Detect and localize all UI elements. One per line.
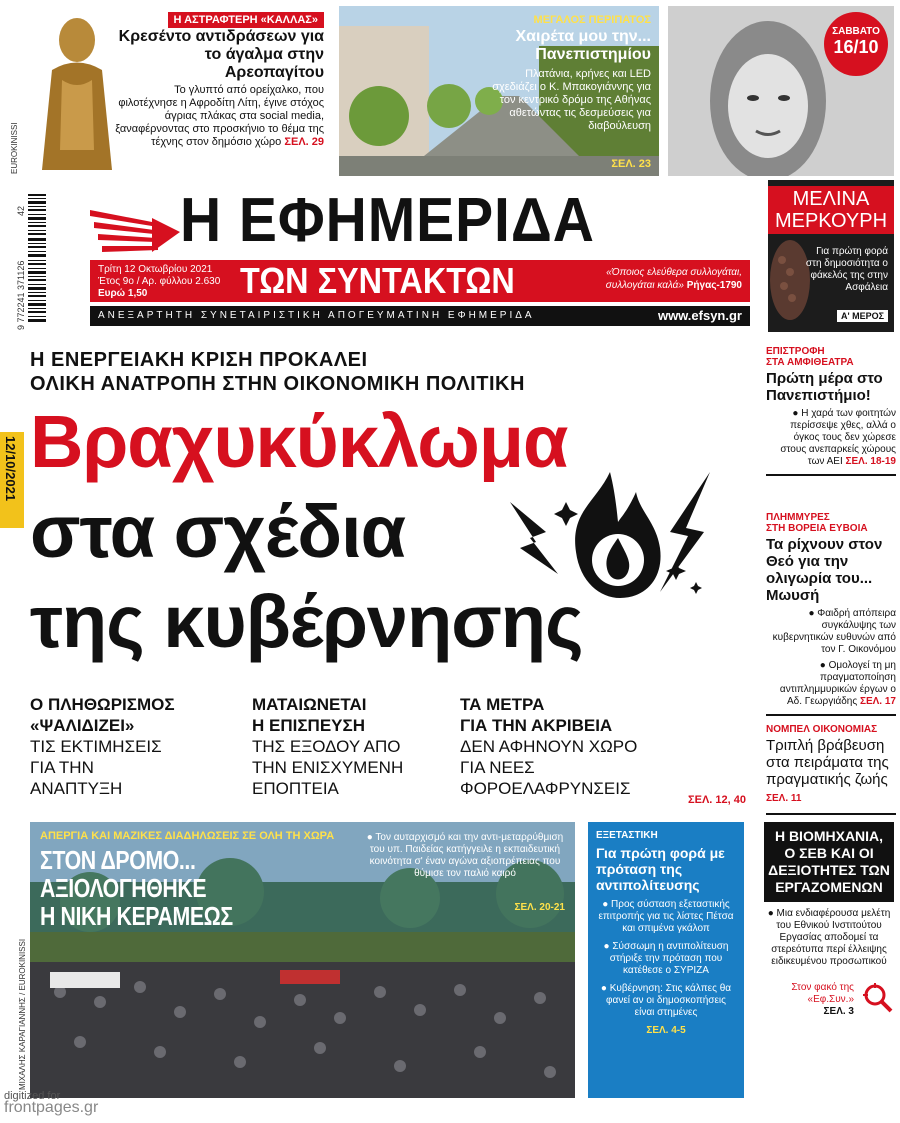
divider — [766, 474, 896, 476]
magnifier-icon — [862, 982, 894, 1014]
panepistimiou-body: Πλατάνια, κρήνες και LED σχεδιάζει ο Κ. Μπακογιάννης για τον κεντρικό δρόμο της Αθήνας αθετώντας τις δεσμεύσεις για διαβούλευση — [492, 68, 651, 132]
divider — [766, 714, 896, 716]
digitized-credit: digitized for frontpages.gr — [4, 1090, 99, 1116]
top-story-panepistimiou[interactable] — [339, 6, 659, 176]
melina-name: ΜΕΛΙΝΑ ΜΕΡΚΟΥΡΗ — [768, 186, 894, 234]
next-date-day: ΣΑΒΒΑΤΟ — [832, 26, 880, 37]
top-story-statue[interactable] — [22, 6, 330, 176]
newspaper-subtitle: ΤΩΝ ΣΥΝΤΑΚΤΩΝ — [240, 260, 515, 301]
date-side-text: 12/10/2021 — [3, 436, 18, 502]
main-sub-supervision: ΜΑΤΑΙΩΝΕΤΑΙ Η ΕΠΙΣΠΕΥΣΗ ΤΗΣ ΕΞΟΔΟΥ ΑΠΟ ΤΗΝ ΕΝΙΣΧΥΜΕΝΗ ΕΠΟΠΤΕΙΑ — [252, 695, 404, 798]
nobel-page: ΣΕΛ. 11 — [766, 793, 802, 804]
exet-page: ΣΕΛ. 4-5 — [646, 1025, 686, 1036]
story-nobel[interactable]: ΝΟΜΠΕΛ ΟΙΚΟΝΟΜΙΑΣ Τριπλή βράβευση στα πειράματα της πραγματικής ζωής ΣΕΛ. 11 — [766, 724, 896, 815]
main-headline-line3: της κυβέρνησης — [30, 580, 583, 663]
panepistimiou-page: ΣΕΛ. 23 — [611, 158, 651, 170]
evia-page: ΣΕΛ. 17 — [859, 696, 896, 707]
masthead-red-band — [90, 260, 750, 302]
main-page-ref: ΣΕΛ. 12, 40 — [688, 794, 746, 806]
top-portrait[interactable] — [668, 6, 894, 176]
issue-info — [98, 264, 220, 300]
exet-bullet-1: ● Προς σύσταση εξεταστικής επιτροπής για τις λίστες Πέτσα και σπιμένα γκάλοπ — [598, 899, 734, 934]
strike-body: ● Τον αυταρχισμό και την αντι-μεταρρύθμιση του υπ. Παιδείας κατήγγειλε η εκπαιδευτική κοινότητα σ' έναν αγώνα αξιοπρέπειας που θύμισε τον παλιό καιρό — [366, 832, 564, 879]
tagline-bar — [90, 306, 750, 326]
main-headline-red: Βραχυκύκλωμα — [30, 400, 568, 483]
issue-number: Έτος 9ο / Αρ. φύλλου 2.630 — [98, 276, 221, 287]
exet-kicker: ΕΞΕΤΑΣΤΙΚΗ — [596, 830, 658, 841]
barcode-issue: 42 — [16, 205, 26, 216]
next-date-num: 16/10 — [833, 37, 879, 57]
statue-kicker: Η ΑΣΤΡΑΦΤΕΡΗ «ΚΑΛΛΑΣ» — [168, 12, 325, 28]
panepistimiou-kicker: ΜΕΓΑΛΟΣ ΠΕΡΙΠΑΤΟΣ — [533, 14, 651, 26]
strike-photo-credit: ΜΙΧΑΛΗΣ ΚΑΡΑΓΙΑΝΝΗΣ / EUROKINISSI — [18, 938, 27, 1090]
industry-headline: Η ΒΙΟΜΗΧΑΝΙΑ, Ο ΣΕΒ ΚΑΙ ΟΙ ΔΕΞΙΟΤΗΤΕΣ ΤΩΝ ΕΡΓΑΖΟΜΕΝΩΝ — [764, 822, 894, 902]
main-sub-inflation: Ο ΠΛΗΘΩΡΙΣΜΟΣ «ΨΑΛΙΔΙΖΕΙ» ΤΙΣ ΕΚΤΙΜΗΣΕΙΣ ΓΙΑ ΤΗΝ ΑΝΑΠΤΥΞΗ — [30, 695, 175, 798]
statue-body: Το γλυπτό από ορείχαλκο, που φιλοτέχνησε η Αφροδίτη Λίτη, έγινε στόχος άγριας πλάκας στα social media, ξαναφέρνοντας στο προσκήνιο το θέμα της τέχνης στον δημόσιο χώρο ΣΕΛ. 29 — [115, 84, 324, 148]
exet-headline: Για πρώτη φορά με πρόταση της αντιπολίτευσης — [596, 845, 725, 893]
industry-foot: Στον φακό της «Εφ.Συν.» ΣΕΛ. 3 — [764, 982, 894, 1018]
story-evia-floods[interactable]: ΠΛΗΜΜΥΡΕΣ ΣΤΗ ΒΟΡΕΙΑ ΕΥΒΟΙΑ Τα ρίχνουν στον Θεό για την ολιγωρία του... Μωυσή ● Φαιδρή απόπειρα συγκάλυψης των κυβερνητικών ευθυνών από τον Γ. Οικονόμου ● Ομολογεί τη μη πραγματοποίηση αντιπλημμυρικών έργων ο Αδ. Γεωργιάδης ΣΕΛ. 17 — [766, 512, 896, 716]
industry-page: ΣΕΛ. 3 — [823, 1006, 854, 1017]
statue-page: ΣΕΛ. 29 — [284, 136, 324, 148]
strike-headline: ΣΤΟΝ ΔΡΟΜΟ... ΑΞΙΟΛΟΓΗΘΗΚΕ Η ΝΙΚΗ ΚΕΡΑΜΕΩΣ — [40, 845, 233, 931]
issue-price: Ευρώ 1,50 — [98, 288, 148, 299]
melina-feature[interactable] — [768, 180, 894, 332]
exet-bullet-3: ● Κυβέρνηση: Στις κάλπες θα φανεί αν οι δημοσκοπήσεις είναι στημένες — [600, 983, 732, 1018]
quote-author: Ρήγας-1790 — [686, 280, 742, 291]
digitized-site[interactable]: frontpages.gr — [4, 1099, 99, 1116]
story-exetastiki[interactable] — [588, 822, 744, 1098]
main-headline-line2: στα σχέδια — [30, 490, 406, 573]
exet-bullet-2: ● Σύσσωμη η αντιπολίτευση στήριξε την πρόταση που κατέθεσε ο ΣΥΡΙΖΑ — [603, 941, 729, 976]
website-link[interactable]: www.efsyn.gr — [657, 308, 742, 323]
next-date-badge — [824, 12, 888, 76]
lightning-fire-icon — [500, 462, 720, 622]
story-strike[interactable] — [30, 822, 575, 1098]
story-industry[interactable] — [764, 822, 894, 1098]
statue-headline: Κρεσέντο αντιδράσεων για το άγαλμα στην Αρεοπαγίτου — [118, 28, 324, 81]
masthead-quote: «Όποιος ελεύθερα συλλογάται, συλλογάται καλά» Ρήγας-1790 — [605, 267, 742, 291]
main-kicker: Η ΕΝΕΡΓΕΙΑΚΗ ΚΡΙΣΗ ΠΡΟΚΑΛΕΙ ΟΛΙΚΗ ΑΝΑΤΡΟΠΗ ΣΤΗΝ ΟΙΚΟΝΟΜΙΚΗ ΠΟΛΙΤΙΚΗ — [30, 349, 525, 395]
date-side-tab — [0, 432, 24, 528]
statue-photo — [22, 10, 122, 170]
strike-page: ΣΕΛ. 20-21 — [514, 902, 565, 913]
melina-part: Α' ΜΕΡΟΣ — [837, 310, 888, 322]
top-photo-credit: EUROKINISSI — [10, 122, 19, 174]
newspaper-title: Η ΕΦΗΜΕΡΙΔΑ — [180, 186, 595, 255]
main-sub-measures: ΤΑ ΜΕΤΡΑ ΓΙΑ ΤΗΝ ΑΚΡΙΒΕΙΑ ΔΕΝ ΑΦΗΝΟΥΝ ΧΩΡΟ ΓΙΑ ΝΕΕΣ ΦΟΡΟΕΛΑΦΡΥΝΣΕΙΣ — [460, 695, 638, 798]
panepistimiou-headline: Χαιρέτα μου την... Πανεπιστημίου — [515, 28, 651, 63]
barcode-number: 9 772241 371126 — [16, 260, 26, 330]
divider — [766, 813, 896, 815]
issue-date: Τρίτη 12 Οκτωβρίου 2021 — [98, 264, 213, 275]
barcode — [22, 190, 52, 330]
story-university-return[interactable]: ΕΠΙΣΤΡΟΦΗ ΣΤΑ ΑΜΦΙΘΕΑΤΡΑ Πρώτη μέρα στο Πανεπιστήμιο! ● Η χαρά των φοιτητών περίσσεψε χθες, αλλά ο όγκος τους δεν χώρεσε στους ανεπαρκείς χώρους των ΑΕΙ ΣΕΛ. 18-19 — [766, 346, 896, 476]
tagline: ΑΝΕΞΑΡΤΗΤΗ ΣΥΝΕΤΑΙΡΙΣΤΙΚΗ ΑΠΟΓΕΥΜΑΤΙΝΗ ΕΦΗΜΕΡΙΔΑ — [98, 310, 535, 321]
pen-nib-logo-icon — [90, 200, 180, 260]
melina-desc: Για πρώτη φορά στη δημοσιότητα ο φάκελός της στην Ασφάλεια — [805, 246, 888, 293]
university-page: ΣΕΛ. 18-19 — [845, 456, 896, 467]
masthead — [90, 188, 750, 336]
industry-body: ● Μια ενδιαφέρουσα μελέτη του Εθνικού Ινστιτούτου Εργασίας αποδομεί τα στερεότυπα περί έλλειψης ειδικευμένου προσωπικού — [767, 908, 891, 967]
strike-kicker: ΑΠΕΡΓΙΑ ΚΑΙ ΜΑΖΙΚΕΣ ΔΙΑΔΗΛΩΣΕΙΣ ΣΕ ΟΛΗ ΤΗ ΧΩΡΑ — [40, 830, 335, 842]
